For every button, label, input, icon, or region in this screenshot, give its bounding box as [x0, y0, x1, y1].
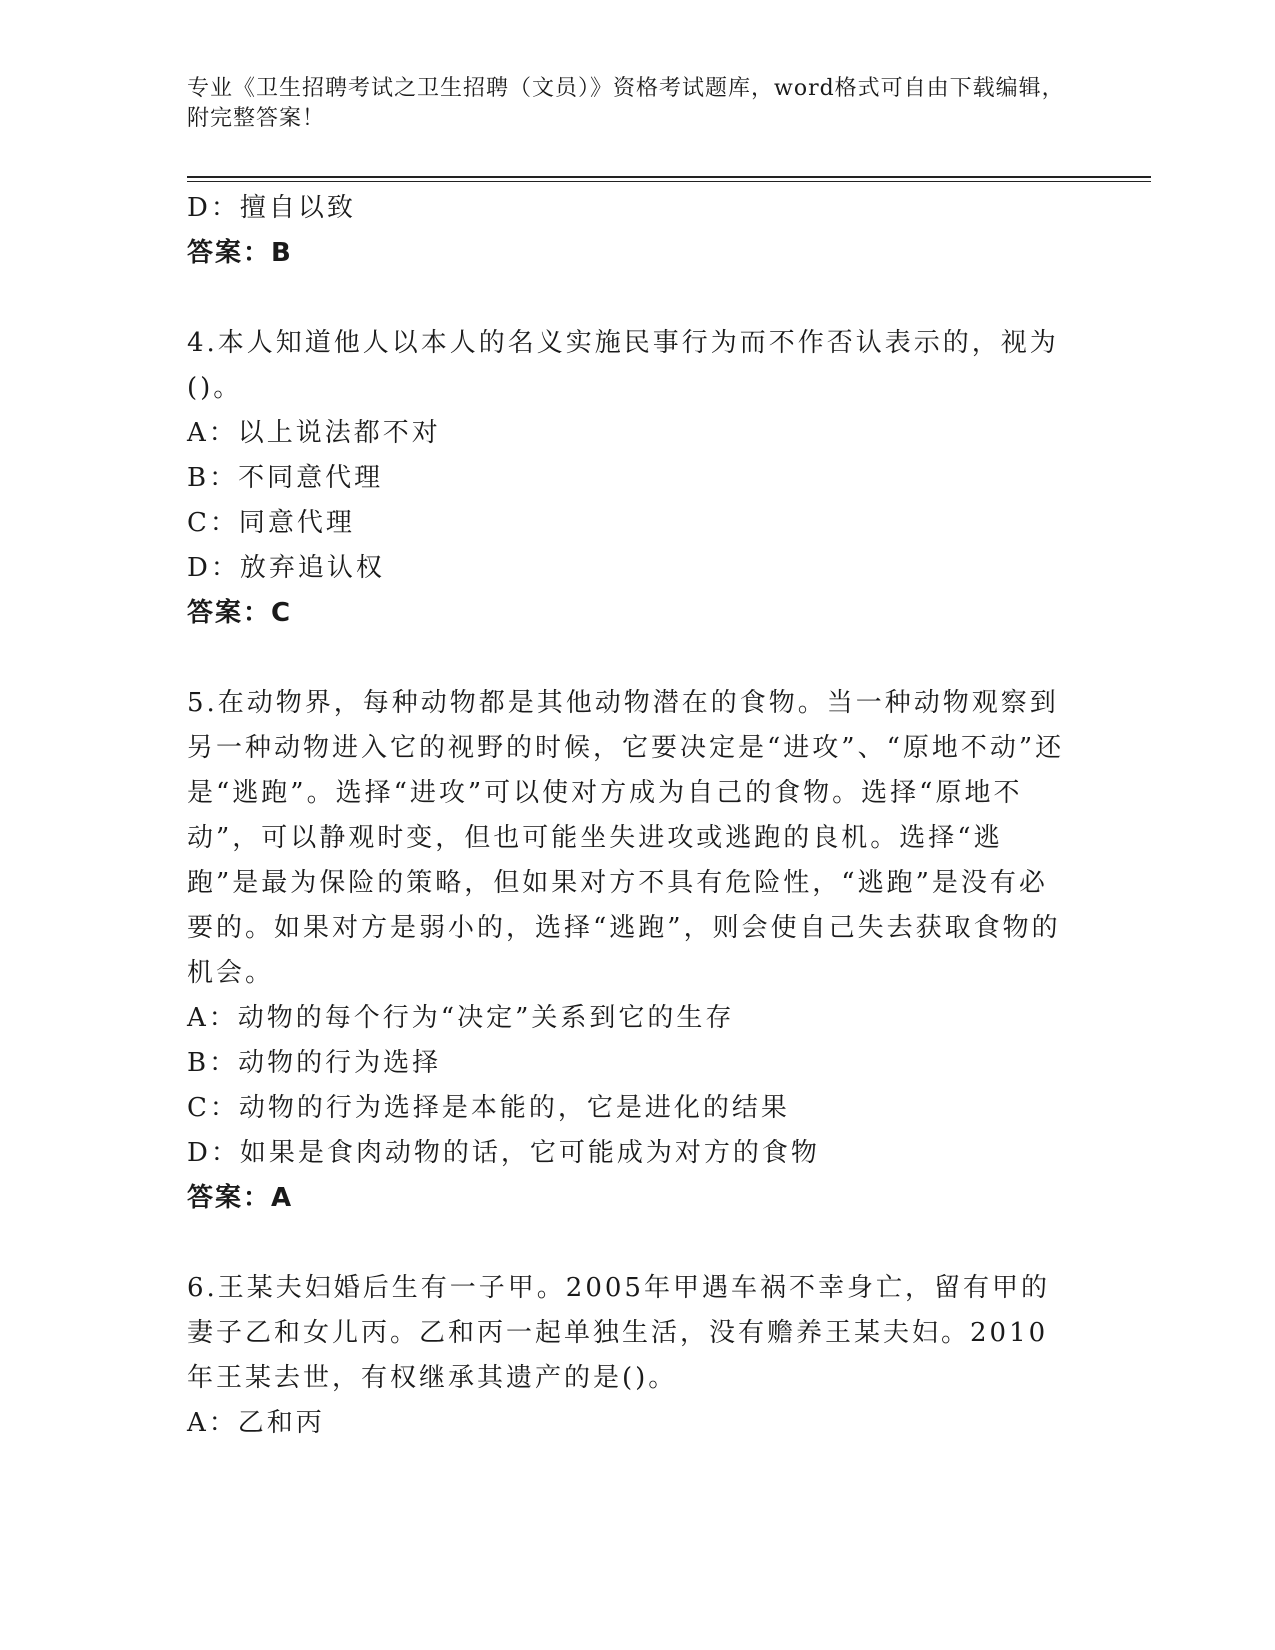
q6-stem: 6.王某夫妇婚后生有一子甲。2005年甲遇车祸不幸身亡，留有甲的妻子乙和女儿丙。乙和丙一起单独生活，没有赡养王某夫妇。2010年王某去世，有权继承其遗产的是()。: [187, 1273, 1050, 1393]
spacer: [187, 636, 1067, 681]
spacer: [187, 1221, 1067, 1266]
header-rule-thin: [187, 181, 1151, 182]
header-rule-thick: [187, 176, 1151, 178]
q5-option-c: C：动物的行为选择是本能的，它是进化的结果: [187, 1093, 790, 1123]
q4-stem: 4.本人知道他人以本人的名义实施民事行为而不作否认表示的，视为()。: [187, 328, 1059, 403]
q3-option-d: D：擅自以致: [187, 193, 356, 223]
q5-stem: 5.在动物界，每种动物都是其他动物潜在的食物。当一种动物观察到另一种动物进入它的视野的时候，它要决定是“进攻”、“原地不动”还是“逃跑”。选择“进攻”可以使对方成为自己的食物。选择“原地不动”，可以静观时变，但也可能坐失进攻或逃跑的良机。选择“逃跑”是最为保险的策略，但如果对方不具有危险性，“逃跑”是没有必要的。如果对方是弱小的，选择“逃跑”，则会使自己失去获取食物的机会。: [187, 688, 1065, 988]
q4-answer: 答案：C: [187, 598, 293, 628]
q5-answer: 答案：A: [187, 1183, 294, 1213]
page-header: 专业《卫生招聘考试之卫生招聘（文员）》资格考试题库，word格式可自由下载编辑，附完整答案！: [187, 76, 1065, 131]
q4-option-a: A：以上说法都不对: [187, 418, 441, 448]
q5-option-a: A：动物的每个行为“决定”关系到它的生存: [187, 1003, 735, 1033]
q4-option-d: D：放弃追认权: [187, 553, 385, 583]
q5-option-d: D：如果是食肉动物的话，它可能成为对方的食物: [187, 1138, 820, 1168]
spacer: [187, 276, 1067, 321]
q6-option-a: A：乙和丙: [187, 1408, 325, 1438]
q3-answer: 答案：B: [187, 238, 293, 268]
question-content: [187, 186, 1067, 1446]
q4-option-c: C：同意代理: [187, 508, 355, 538]
q4-option-b: B：不同意代理: [187, 463, 384, 493]
q5-option-b: B：动物的行为选择: [187, 1048, 442, 1078]
